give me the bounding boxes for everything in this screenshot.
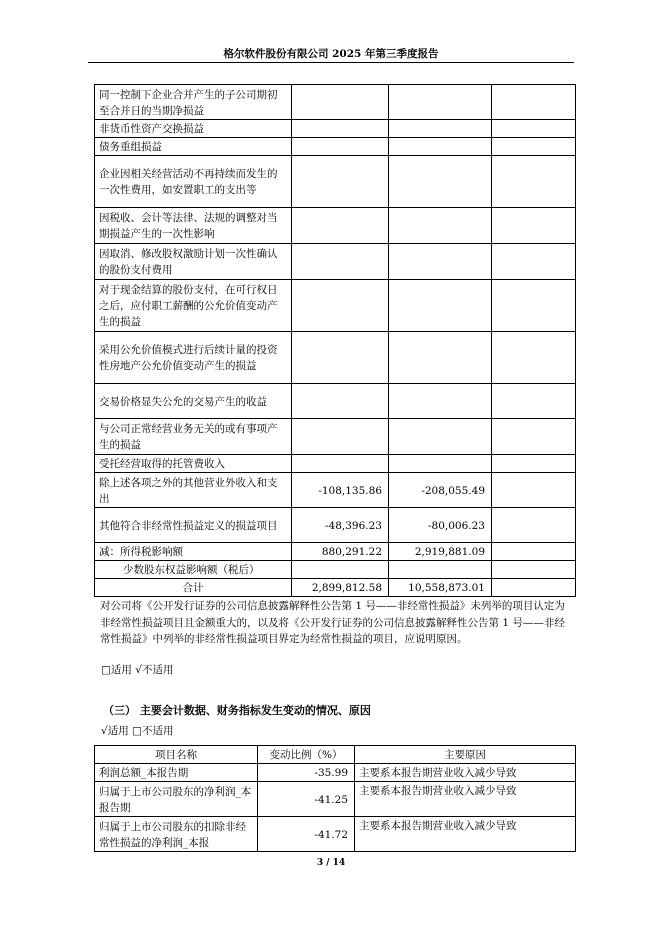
- row-value-1: 880,291.22: [292, 543, 389, 561]
- row-change-ratio: -41.72: [258, 817, 355, 852]
- note-applicability: □适用 √不适用: [101, 664, 174, 676]
- table-row: [95, 244, 576, 280]
- row-value-1: [292, 419, 389, 455]
- table-row: [95, 543, 576, 561]
- row-label: 合计: [95, 579, 292, 597]
- row-value-1: [292, 384, 389, 419]
- table-row: [95, 208, 576, 244]
- header-main-reason: 主要原因: [355, 746, 576, 764]
- row-value-2: [389, 208, 492, 244]
- table-row: [95, 579, 576, 597]
- row-label: 企业因相关经营活动不再持续而发生的一次性费用，如安置职工的支出等: [95, 156, 292, 208]
- section-title: （三） 主要会计数据、财务指标发生变动的情况、原因: [103, 704, 371, 717]
- table-row: [95, 384, 576, 419]
- row-note: [492, 579, 576, 597]
- row-value-1: [292, 208, 389, 244]
- header-change-ratio: 变动比例（%）: [258, 746, 355, 764]
- non-recurring-items-table: [94, 84, 576, 597]
- header-divider: [88, 62, 574, 63]
- row-note: [492, 332, 576, 384]
- row-note: [492, 120, 576, 138]
- row-value-1: [292, 244, 389, 280]
- table-row: [95, 473, 576, 508]
- row-note: [492, 508, 576, 543]
- row-value-1: [292, 280, 389, 332]
- row-value-2: 2,919,881.09: [389, 543, 492, 561]
- row-change-ratio: -35.99: [258, 764, 355, 782]
- row-note: [492, 244, 576, 280]
- row-item-name: 利润总额_本报告期: [95, 764, 258, 782]
- row-note: [492, 138, 576, 156]
- row-main-reason: 主要系本报告期营业收入减少导致: [355, 817, 576, 852]
- table-row: [95, 764, 576, 782]
- table-row: [95, 85, 576, 120]
- row-label: 除上述各项之外的其他营业外收入和支出: [95, 473, 292, 508]
- table-row: [95, 138, 576, 156]
- row-label: 非货币性资产交换损益: [95, 120, 292, 138]
- row-value-2: [389, 244, 492, 280]
- row-value-2: -208,055.49: [389, 473, 492, 508]
- row-note: [492, 561, 576, 579]
- row-value-2: [389, 120, 492, 138]
- row-value-2: -80,006.23: [389, 508, 492, 543]
- row-note: [492, 384, 576, 419]
- row-item-name: 归属于上市公司股东的净利润_本报告期: [95, 782, 258, 817]
- page-number: 3 / 14: [316, 858, 346, 868]
- row-note: [492, 455, 576, 473]
- table-row: [95, 156, 576, 208]
- row-label: 采用公允价值模式进行后续计量的投资性房地产公允价值变动产生的损益: [95, 332, 292, 384]
- row-value-2: [389, 85, 492, 120]
- table-row: [95, 419, 576, 455]
- row-value-2: [389, 561, 492, 579]
- row-value-1: [292, 85, 389, 120]
- table-row: [95, 508, 576, 543]
- row-value-2: 10,558,873.01: [389, 579, 492, 597]
- table-row: [95, 561, 576, 579]
- table-row: [95, 120, 576, 138]
- table-row: [95, 280, 576, 332]
- row-note: [492, 85, 576, 120]
- row-change-ratio: -41.25: [258, 782, 355, 817]
- row-value-2: [389, 280, 492, 332]
- section-applicability: √适用 □不适用: [101, 725, 174, 737]
- row-note: [492, 208, 576, 244]
- row-value-2: [389, 138, 492, 156]
- row-label: 因税收、会计等法律、法规的调整对当期损益产生的一次性影响: [95, 208, 292, 244]
- row-main-reason: 主要系本报告期营业收入减少导致: [355, 782, 576, 817]
- row-label: 少数股东权益影响额（税后）: [95, 561, 292, 579]
- row-note: [492, 156, 576, 208]
- row-label: 交易价格显失公允的交易产生的收益: [95, 384, 292, 419]
- key-metrics-change-table: [94, 745, 576, 852]
- row-value-1: [292, 120, 389, 138]
- non-recurring-note: 对公司将《公开发行证券的公司信息披露解释性公告第 1 号——非经常性损益》未列举的项目认定为非经常性损益项目且金额重大的，以及将《公开发行证券的公司信息披露解释性公告第 1 号——非经常性损益》中列举的非经常性损益项目界定为经常性损益的项目，应说明原因。: [100, 600, 565, 645]
- row-note: [492, 543, 576, 561]
- row-item-name: 归属于上市公司股东的扣除非经常性损益的净利润_本报: [95, 817, 258, 852]
- row-label: 因取消、修改股权激励计划一次性确认的股份支付费用: [95, 244, 292, 280]
- row-label: 与公司正常经营业务无关的或有事项产生的损益: [95, 419, 292, 455]
- row-value-2: [389, 419, 492, 455]
- row-value-2: [389, 455, 492, 473]
- row-main-reason: 主要系本报告期营业收入减少导致: [355, 764, 576, 782]
- row-note: [492, 280, 576, 332]
- row-value-2: [389, 384, 492, 419]
- report-header: 格尔软件股份有限公司 2025 年第三季度报告: [223, 48, 439, 60]
- row-note: [492, 419, 576, 455]
- row-value-1: [292, 332, 389, 384]
- row-value-1: [292, 561, 389, 579]
- row-value-1: [292, 455, 389, 473]
- row-label: 同一控制下企业合并产生的子公司期初至合并日的当期净损益: [95, 85, 292, 120]
- row-label: 其他符合非经常性损益定义的损益项目: [95, 508, 292, 543]
- row-label: 对于现金结算的股份支付，在可行权日之后，应付职工薪酬的公允价值变动产生的损益: [95, 280, 292, 332]
- row-note: [492, 473, 576, 508]
- row-value-1: -48,396.23: [292, 508, 389, 543]
- header-item-name: 项目名称: [95, 746, 258, 764]
- table-row: [95, 332, 576, 384]
- row-value-1: 2,899,812.58: [292, 579, 389, 597]
- row-label: 受托经营取得的托管费收入: [95, 455, 292, 473]
- table-row: [95, 817, 576, 852]
- table-row: [95, 782, 576, 817]
- row-value-2: [389, 156, 492, 208]
- row-value-2: [389, 332, 492, 384]
- row-label: 债务重组损益: [95, 138, 292, 156]
- row-value-1: -108,135.86: [292, 473, 389, 508]
- row-value-1: [292, 156, 389, 208]
- row-label: 减：所得税影响额: [95, 543, 292, 561]
- table-row: [95, 455, 576, 473]
- row-value-1: [292, 138, 389, 156]
